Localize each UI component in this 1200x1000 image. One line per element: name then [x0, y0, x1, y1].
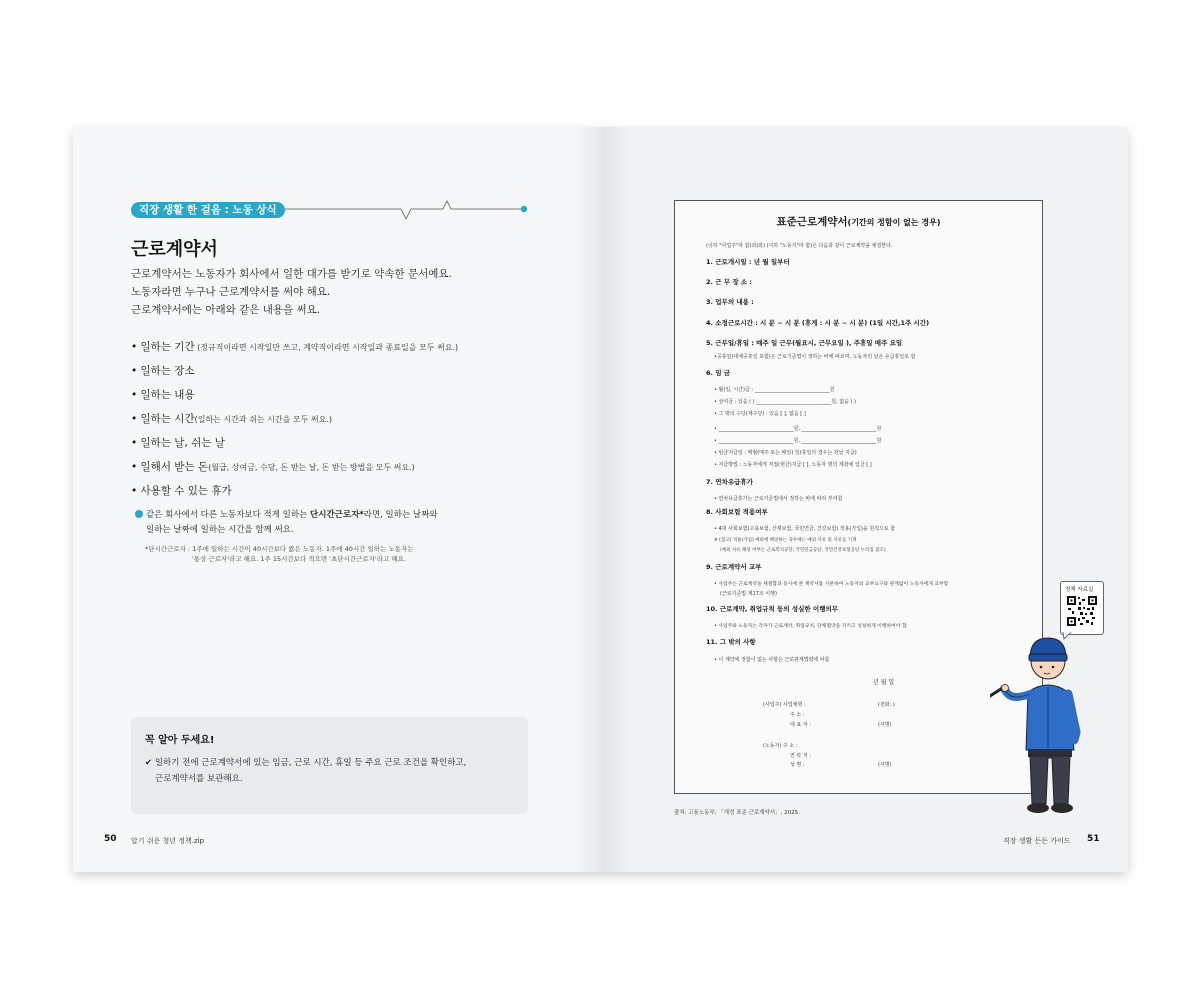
left-page [73, 127, 601, 872]
list-item: • 일하는 시간(일하는 시간과 쉬는 시간을 모두 써요.) [131, 413, 333, 425]
intro-line: 근로계약서에는 아래와 같은 내용을 써요. [131, 304, 321, 316]
form-subitem: • 월(일, 시간)급 : ______________________________원 [714, 387, 835, 393]
form-preamble: (이하 "사업주"라 함)과(와) (이하 "노동자"라 함)은 다음과 같이 근로계약을 체결한다. [706, 243, 893, 249]
form-item: 1. 근로개시일 : 년 월 일부터 [706, 258, 790, 266]
form-subitem: • 사업주와 노동자는 각자가 근로계약, 취업규칙, 단체협약을 지키고 성실하게 이행하여야 함 [714, 624, 907, 629]
form-subitem: • 4대 사회보험(고용보험, 산재보험, 국민연금, 건강보험) 적용(가입)을 원칙으로 함 [714, 526, 896, 532]
list-item: • 일하는 기간 (정규직이라면 시작일만 쓰고, 계약직이라면 시작일과 종료일을 모두 써요.) [131, 341, 459, 353]
form-note: (예외 사유 해당 여부는 근로복지공단, 국민연금공단, 국민건강보험공단 누리집 참조) [720, 548, 886, 553]
form-subitem: • 사업주는 근로계약을 체결함과 동시에 본 계약서를 사본하여 노동자의 교부요구와 관계없이 노동자에게 교부함 [714, 582, 949, 587]
intro-text [131, 265, 452, 319]
employer-phone: (전화: ) [878, 702, 895, 708]
worker-contact: 연 락 처 : [790, 753, 811, 759]
form-subitem: • 그 밖의 수당(제수당) : 있음 [ ], 없음 [ ] [714, 411, 806, 417]
list-item: • 사용할 수 있는 휴가 [131, 485, 232, 497]
check-icon: ✔ [145, 758, 153, 768]
employer-representative: 대 표 자 : [790, 722, 811, 728]
form-subitem: • 상여금 : 있음 ( ) ______________________________원, 없음 ( ) [714, 399, 856, 405]
employer-address: 주 소 : [790, 712, 805, 718]
form-subitem: • 지급방법 : 노동자에게 직접(현금)지급 [ ], 노동자 명의 계좌에 입금 [ ] [714, 462, 872, 468]
form-subitem: •공휴일(대체공휴일 포함)은 근로기준법이 정하는 바에 따르며, 노동자의 날은 유급휴일로 함 [714, 354, 916, 360]
tip-box [131, 717, 528, 814]
form-note: ※ [참고] 적용(가입) 예외에 해당하는 경우에는 예외 사유 및 사유를 기재 [714, 538, 857, 543]
employer-label: (사업주) 사업체명 : [763, 702, 806, 708]
tip-body: ✔ 일하기 전에 근로계약서에 있는 임금, 근로 시간, 휴일 등 주요 근로 조건을 확인하고, 근로계약서를 보관해요. [145, 758, 467, 784]
footer-title-right: 직장 생활 든든 가이드 [1003, 837, 1071, 845]
page-number-right: 51 [1087, 834, 1100, 844]
contents-list [131, 339, 458, 507]
form-title: 표준근로계약서(기간의 정함이 없는 경우) [776, 216, 941, 228]
list-item: • 일해서 받는 돈(월급, 상여금, 수당, 돈 받는 날, 돈 받는 방법을 모두 써요.) [131, 461, 415, 473]
form-subitem: • 연차유급휴가는 근로기준법에서 정하는 바에 따라 부여함 [714, 496, 843, 502]
worker-character-illustration [990, 632, 1090, 815]
form-item: 5. 근무일/휴일 : 매주 일 근무(월요시, 근무요일 ), 주휴일 매주 요일 [706, 339, 903, 347]
worker-address: (노동자) 주 소 : [763, 743, 798, 749]
tip-title: 꼭 알아 두세요! [145, 735, 215, 746]
form-subitem: • ______________________________원, ______________________________원 [714, 438, 882, 444]
form-item: 4. 소정근로시간 : 시 분 ~ 시 분 (휴게 : 시 분 ~ 시 분) (1일 시간,1주 시간) [706, 319, 930, 327]
form-date: 년 월 일 [873, 679, 895, 686]
qr-bubble[interactable] [1060, 581, 1104, 635]
list-item: • 일하는 날, 쉬는 날 [131, 437, 225, 449]
form-item: 7. 연차유급휴가 [706, 478, 753, 486]
form-item: 11. 그 밖의 사항 [706, 638, 756, 646]
form-item: 10. 근로계약, 취업규칙 등의 성실한 이행의무 [706, 605, 839, 613]
worker-signature: (서명) [878, 762, 892, 768]
form-subitem: (근로기준법 제17조 이행) [720, 591, 777, 597]
page-title: 근로계약서 [131, 239, 218, 260]
footnote: *단시간근로자 : 1주에 일하는 시간이 40시간보다 짧은 노동자. 1주에 40시간 일하는 노동자는 '통상 근로자'라고 해요. 1주 15시간보다 적으면 '초단시간근로자'라고 해요. [145, 545, 414, 563]
qr-code-icon[interactable] [1066, 595, 1098, 627]
source-citation: 출처: 고용노동부, 「개정 표준 근로계약서」, 2025. [674, 810, 800, 816]
page-number-left: 50 [104, 834, 117, 844]
section-tag: 직장 생활 한 걸음 : 노동 상식 [131, 202, 285, 218]
bullet-dot-icon [135, 510, 143, 518]
employer-signature: (서명) [878, 722, 892, 728]
form-item: 6. 임 금 [706, 369, 731, 377]
form-item: 8. 사회보험 적용여부 [706, 508, 768, 516]
book-gutter-shadow [573, 127, 629, 872]
qr-label: 정책 자료실 [1065, 587, 1094, 593]
list-item: • 일하는 장소 [131, 365, 195, 377]
form-subitem: • ______________________________원, ______________________________원 [714, 426, 882, 432]
form-item: 9. 근로계약서 교부 [706, 563, 762, 571]
worker-name: 성 명 : [790, 762, 805, 768]
form-subitem: • 이 계약에 정함이 없는 사항은 근로관계법령에 따름 [714, 657, 830, 663]
contract-form [674, 200, 1043, 794]
footer-title-left: 알기 쉬운 청년 정책.zip [131, 837, 205, 845]
part-time-note: 같은 회사에서 다른 노동자보다 적게 일하는 단시간근로자*라면, 일하는 날짜와 일하는 날짜에 일하는 시간을 함께 써요. [135, 508, 465, 538]
form-item: 2. 근 무 장 소 : [706, 278, 753, 286]
form-item: 3. 업무의 내용 : [706, 298, 754, 306]
intro-line: 노동자라면 누구나 근로계약서를 써야 해요. [131, 286, 331, 298]
list-item: • 일하는 내용 [131, 389, 195, 401]
form-subitem: • 임금지급일 : 매월(매주 또는 매일) 일(휴일의 경우는 전날 지급) [714, 450, 857, 456]
book-spread [73, 127, 1128, 872]
right-page [601, 127, 1128, 872]
intro-line: 근로계약서는 노동자가 회사에서 일한 대가를 받기로 약속한 문서예요. [131, 268, 452, 280]
